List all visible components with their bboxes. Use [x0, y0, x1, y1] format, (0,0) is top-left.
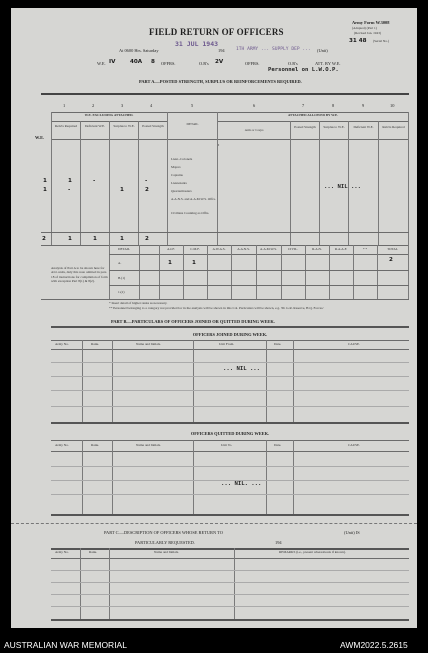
surplus-we-header: Surplus to W.E. — [113, 124, 135, 128]
total-1: 2 — [42, 236, 46, 242]
analysis-head-aamws: A.A.M.W.S. — [260, 247, 277, 251]
officers-value: 8 — [151, 59, 155, 65]
joined-nil: ... NIL ... — [223, 366, 261, 372]
year-prefix: 194 — [218, 48, 225, 53]
part-c-head-rank: Rank. — [89, 550, 98, 554]
footer-accession: AWM2022.5.2615 — [340, 640, 408, 650]
ors-label-2: O.R's — [288, 61, 298, 66]
detail-header: DETAIL — [186, 122, 199, 126]
officers-label: OFFRS. — [161, 61, 176, 66]
row1-col4: - — [145, 178, 148, 184]
quitted-head-rank: Rank. — [91, 443, 100, 447]
col-number-3: 3 — [121, 103, 124, 108]
rank-aans-aamws: A.A.N.S. and A.A.M.W.S. Offrs. — [171, 197, 216, 201]
part-c-head-army-no: Army No. — [55, 550, 69, 554]
part-c-unit-is: (Unit) IS — [344, 530, 360, 535]
row2-col2: - — [68, 187, 71, 193]
analysis-head-total: TOTAL — [387, 247, 398, 251]
analysis-head-cmf: C.M.F. — [190, 247, 200, 251]
date-stamp: 31 JUL 1943 — [175, 40, 219, 48]
total-2: 1 — [68, 236, 72, 242]
joined-head-name: Name and Initials. — [136, 342, 161, 346]
row1-col3: - — [93, 178, 96, 184]
analysis-cmf-value: 1 — [192, 260, 196, 266]
rank-majors: Majors — [171, 165, 181, 169]
rels-required-att-header: Rels'ts Required — [382, 125, 405, 129]
field-return-form — [11, 8, 417, 628]
row2-col1: 1 — [43, 187, 47, 193]
col-number-4: 4 — [150, 103, 153, 108]
rank-captains: Captains — [171, 173, 183, 177]
quitted-head-cause: CAUSE. — [348, 443, 360, 447]
arm-corps-header: Arm or Corps — [244, 128, 264, 132]
analysis-head-other: * * — [362, 247, 368, 251]
unit-stamp: 1TH ARMY ... SUPPLY DEP ... — [236, 47, 311, 52]
joined-head-rank: Rank. — [91, 342, 100, 346]
form-title: FIELD RETURN OF OFFICERS — [149, 27, 284, 37]
total-4: 1 — [120, 236, 124, 242]
quitted-head-army-no: Army No. — [55, 443, 69, 447]
rank-lieut-colonels: Lieut.-Colonels — [171, 157, 193, 161]
surplus-att-header: Surplus to W.E. — [323, 125, 345, 129]
analysis-aif-value: 1 — [168, 260, 172, 266]
form-adapted: (Adapted) (Part 1) — [352, 26, 377, 30]
deficient-att-header: Deficient W.E. — [353, 125, 374, 129]
quitted-title: OFFICERS QUITTED DURING WEEK. — [190, 431, 270, 436]
analysis-head-ran: R.A.N. — [312, 247, 322, 251]
serial-label: (Serial No.) — [373, 39, 390, 43]
quitted-head-name: Name and Initials. — [136, 443, 161, 447]
joined-head-army-no: Army No. — [55, 342, 69, 346]
archive-footer — [0, 636, 428, 653]
rank-civilians: Civilians Counting as Offrs. — [171, 211, 210, 215]
row1-col2: 1 — [68, 178, 72, 184]
analysis-row-a: A. — [118, 261, 122, 265]
row2-col4: 2 — [145, 187, 149, 193]
row1-col1: 1 — [43, 178, 47, 184]
at-hours-line: At 0600 Hrs. Saturday — [119, 48, 159, 53]
analysis-total-value: 2 — [389, 257, 393, 263]
rank-lieutenants: Lieutenants — [171, 181, 187, 185]
footer-institution: AUSTRALIAN WAR MEMORIAL — [4, 640, 127, 650]
total-3: 1 — [93, 236, 97, 242]
total-5: 2 — [145, 236, 149, 242]
joined-head-unit-from: Unit From. — [219, 342, 235, 346]
footnote-2: ** Personnel belonging to a category not provided for in the analysis will be shown in this Col. Particulars will be shown, e.g. 'M. G.R. Reserve, H.Q. Forces.' — [109, 307, 324, 310]
analysis-head-aif: A.I.F. — [167, 247, 175, 251]
attached-header: ATTACHED ALLOWED BY W.E. — [287, 113, 339, 117]
attached-nil: ... NIL ... — [324, 184, 362, 190]
form-number: Army Form W.3008 — [352, 20, 390, 25]
part-c-head-remarks: REMARKS (i.e., present whereabouts if known). — [279, 550, 346, 554]
posted-strength-header: Posted Strength — [142, 124, 164, 128]
col-number-7: 7 — [302, 103, 305, 108]
analysis-row-b2: 1.(2) — [118, 290, 125, 294]
ors-label: O.R's — [199, 61, 209, 66]
officers-label-2: OFFRS. — [245, 61, 260, 66]
analysis-note: Analysis of Part A to be shown here for ALL units, duly this note omitted in para 18 of instructions for compilation of form with exception Part 8(1) & 8(2). — [51, 266, 108, 283]
part-c-year: 194 — [275, 540, 282, 545]
we-value-2: 40A — [130, 59, 143, 65]
unit-label: (Unit) — [317, 48, 328, 53]
deficient-we-header: Deficient W.E. — [84, 124, 106, 128]
col-number-10: 10 — [390, 103, 395, 108]
form-edition: (Revised Jan. 1943) — [354, 31, 382, 35]
ors-value: 2V — [215, 59, 224, 65]
we-side-label: W.E. — [35, 135, 45, 140]
part-c-requested: PARTICULARLY REQUESTED. — [135, 540, 195, 545]
we-excl-header: W.E. EXCLUDING ATTACHED. — [84, 113, 134, 117]
col-number-2: 2 — [92, 103, 95, 108]
part-b-title: PART B.—PARTICULARS OF OFFICERS JOINED OR QUITTED DURING WEEK. — [111, 319, 275, 324]
part-a-title: PART A.—POSTED STRENGTH, SURPLUS OR REINFORCEMENTS REQUIRED. — [139, 79, 302, 84]
col-number-9: 9 — [362, 103, 365, 108]
col-number-8: 8 — [332, 103, 335, 108]
part-c-title: PART C.—DESCRIPTION OF OFFICERS WHOSE RETURN TO — [104, 530, 223, 535]
rank-quartermasters: Quartermasters — [171, 189, 192, 193]
posted-strength-att-header: Posted Strength — [294, 125, 316, 129]
quitted-head-unit-to: Unit To. — [221, 443, 233, 447]
analysis-row-b1: B.(1) — [118, 276, 126, 280]
col-number-1: 1 — [63, 103, 66, 108]
rels-required-header: Rels'ts Required — [54, 124, 78, 128]
footnote-1: * Insert detail of higher ranks as necessary. — [109, 301, 168, 305]
analysis-head-civil: CIVIL. — [288, 247, 298, 251]
row2-col3: 1 — [120, 187, 124, 193]
personnel-lwop: Personnel on L.W.O.P. — [268, 67, 339, 73]
we-label: W.E. — [97, 61, 106, 66]
analysis-head-raaf: R.A.A.F. — [334, 247, 348, 251]
analysis-head-aans: A.A.N.S. — [237, 247, 250, 251]
we-value: IV — [109, 59, 116, 65]
joined-title: OFFICERS JOINED DURING WEEK. — [192, 332, 268, 337]
col-number-6: 6 — [253, 103, 256, 108]
joined-head-date: Date. — [274, 342, 282, 346]
quitted-head-date: Date. — [274, 443, 282, 447]
joined-head-cause: CAUSE. — [348, 342, 360, 346]
part-c-head-name: Name and Initials. — [154, 550, 179, 554]
analysis-head-awas: A.W.A.S. — [212, 247, 226, 251]
rank-bullet: : — [218, 142, 220, 147]
quitted-nil: ... NIL. ... — [221, 481, 262, 487]
col-number-5: 5 — [191, 103, 194, 108]
analysis-detail-head: DETAIL — [118, 247, 130, 251]
serial-value: 31 48 — [349, 38, 367, 44]
attached-by-we-label: ATT. BY W.E. — [315, 61, 341, 66]
